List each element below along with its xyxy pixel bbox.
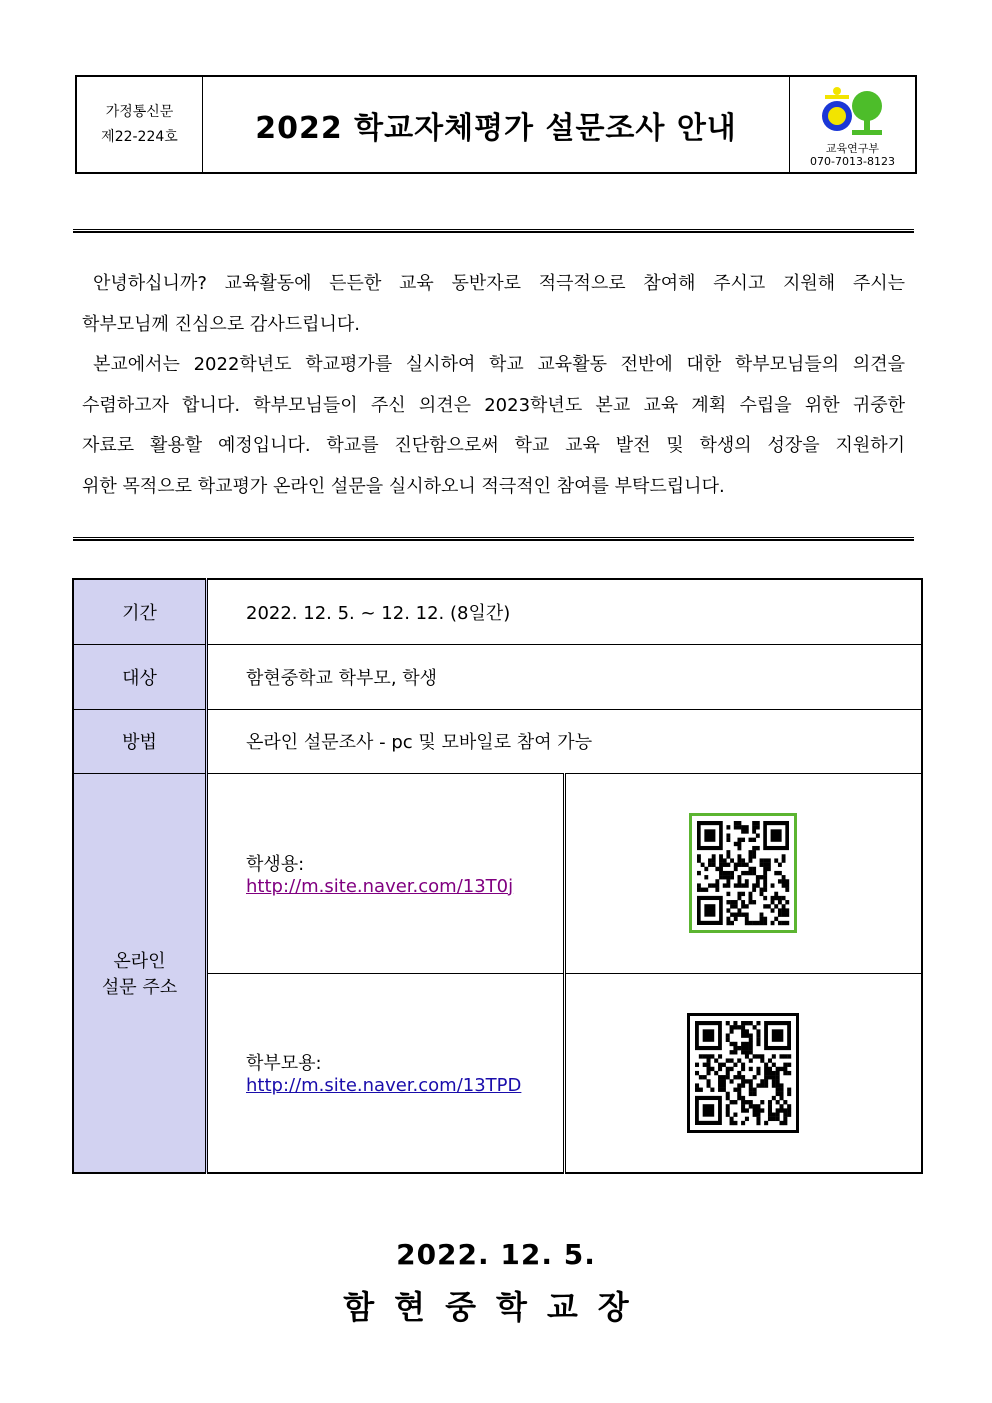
online-label	[73, 773, 207, 1173]
issue-date: 2022. 12. 5.	[396, 1238, 596, 1271]
target-label: 대상	[73, 644, 207, 709]
notice-header	[75, 75, 917, 174]
table-row	[73, 773, 922, 973]
student-url-cell	[207, 773, 565, 973]
intro-line: 안녕하십니까? 교육활동에 든든한 교육 동반자로 적극적으로 참여해 주시고 지원해 주시는	[93, 273, 905, 294]
dept-name: 교육연구부	[825, 142, 880, 155]
method-value: 온라인 설문조사 - pc 및 모바일로 참여 가능	[207, 709, 923, 773]
dept-phone: 070-7013-8123	[810, 155, 895, 168]
parent-survey-link[interactable]: http://m.site.naver.com/13TPD	[246, 1075, 522, 1097]
intro-line: 수렴하고자 합니다. 학부모님들이 주신 의견은 2023학년도 본교 교육 계획 수립을 위한 귀중한	[82, 394, 905, 416]
parent-qr-code-icon[interactable]	[687, 1013, 799, 1133]
target-value: 함현중학교 학부모, 학생	[207, 644, 923, 709]
intro-line: 자료로 활용할 예정입니다. 학교를 진단함으로써 학교 교육 발전 및 학생의 성장을 지원하기	[82, 435, 905, 456]
table-row	[73, 579, 922, 644]
school-logo-icon	[817, 86, 889, 142]
table-row	[73, 644, 922, 709]
intro-line: 위한 목적으로 학교평가 온라인 설문을 실시하오니 적극적인 참여를 부탁드립니다.	[82, 475, 725, 497]
principal-signature: 함현중학교장	[343, 1288, 649, 1326]
student-qr-cell	[564, 773, 922, 973]
divider-bottom	[73, 537, 914, 541]
method-label: 방법	[73, 709, 207, 773]
period-label: 기간	[73, 579, 207, 644]
intro-line: 학부모님께 진심으로 감사드립니다.	[82, 313, 360, 335]
student-qr-code-icon[interactable]	[689, 813, 797, 933]
doc-info	[77, 77, 203, 172]
survey-info-table	[72, 578, 923, 1174]
parent-url-prefix: 학부모용:	[246, 1053, 322, 1075]
online-label-line: 설문 주소	[101, 976, 178, 998]
intro-text	[82, 264, 905, 507]
parent-qr-cell	[564, 973, 922, 1173]
intro-line: 본교에서는 2022학년도 학교평가를 실시하여 학교 교육활동 전반에 대한 학부모님들의 의견을	[93, 354, 905, 375]
student-survey-link[interactable]: http://m.site.naver.com/13T0j	[246, 875, 514, 897]
doc-number: 제22-224호	[101, 128, 178, 145]
doc-type: 가정통신문	[105, 103, 174, 120]
student-url-prefix: 학생용:	[246, 853, 305, 875]
dept-box	[789, 77, 915, 172]
page-title: 2022 학교자체평가 설문조사 안내	[255, 110, 737, 146]
table-row	[73, 709, 922, 773]
online-label-line: 온라인	[113, 950, 166, 972]
parent-url-cell	[207, 973, 565, 1173]
period-value: 2022. 12. 5. ~ 12. 12. (8일간)	[207, 579, 923, 644]
divider-top	[73, 229, 914, 233]
